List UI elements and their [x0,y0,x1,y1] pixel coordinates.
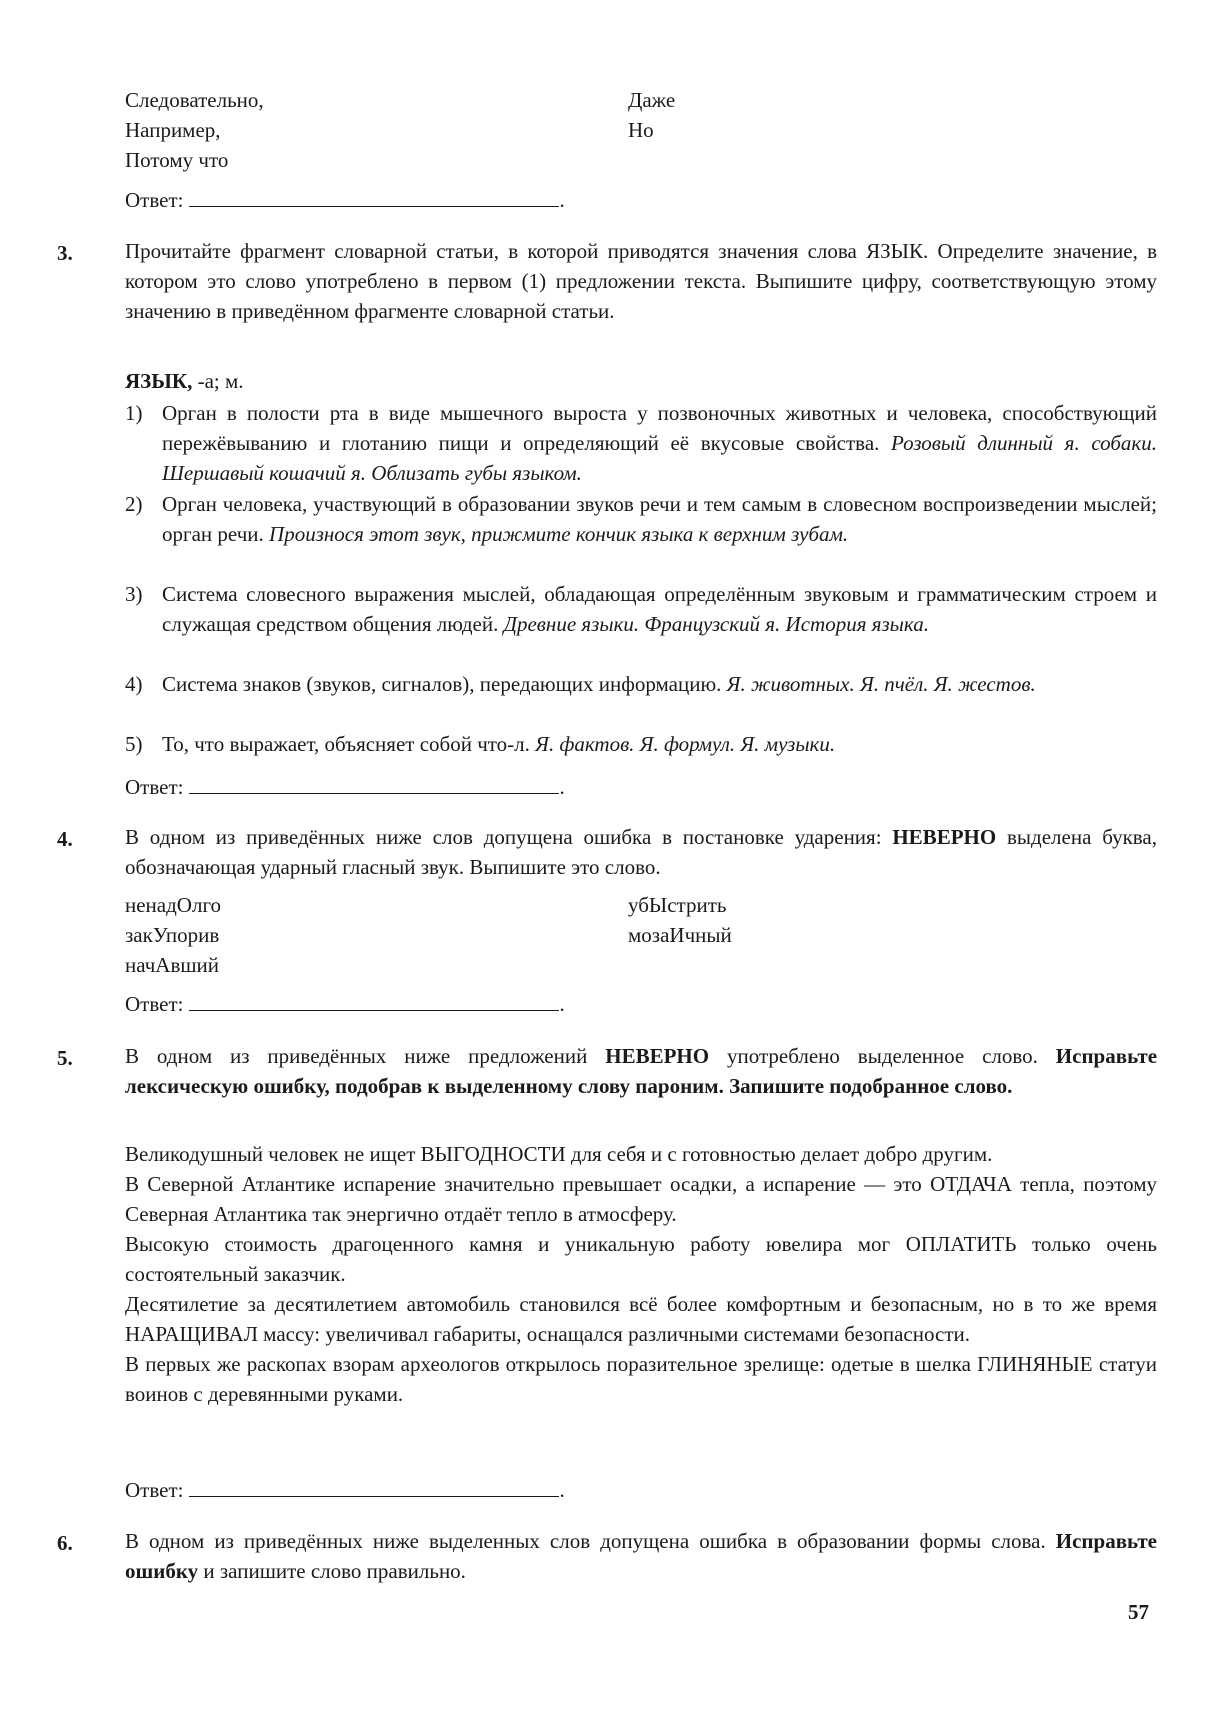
sentence: Высокую стоимость драгоценного камня и уникальную работу ювелира мог ОПЛАТИТЬ только очень состоятельный заказчик. [125,1232,1157,1286]
definition-number: 4) [125,672,143,696]
definition-item [125,579,1157,639]
sentence: В первых же раскопах взорам археологов открылось поразительное зрелище: одетые в шелка ГЛИНЯНЫЕ статуи воинов с деревянными руками. [125,1352,1157,1406]
list-item: Даже [628,88,676,112]
dictionary-headword-line [125,371,244,392]
definition-text: Система знаков (звуков, сигналов), передающих информацию. [162,672,727,696]
sentence: Великодушный человек не ищет ВЫГОДНОСТИ для себя и с готовностью делает добро другим. [125,1142,993,1166]
headword: ЯЗЫК, [125,369,193,393]
task-number: 3. [57,241,73,265]
definition-number: 5) [125,732,143,756]
definition-text: Орган в полости рта в виде мышечного выроста у позвоночных животных и человека, способствующий пережёвыванию и глотанию пищи и определяющий её вкусовые свойства. [162,401,1157,455]
task-text-bold: НЕВЕРНО [605,1044,710,1068]
definition-example: Я. фактов. Я. формул. Я. музыки. [535,732,836,756]
task-text: В одном из приведённых ниже предложений [125,1044,606,1068]
list-item: Например, [125,118,221,142]
answer-line: Ответ: . [125,188,565,212]
task-text: В одном из приведённых ниже выделенных слов допущена ошибка в образовании формы слова. [125,1529,1056,1553]
list-item: Потому что [125,148,229,172]
definition-item [125,398,1157,488]
task-number: 6. [57,1531,73,1555]
word-option: мозаИчный [628,923,732,947]
definition-text: Система словесного выражения мыслей, обладающая определённым звуковым и грамматическим строем и служащая средством общения людей. [162,582,1157,636]
definition-example: Я. животных. Я. пчёл. Я. жестов. [726,672,1036,696]
definition-example: Древние языки. Французский я. История языка. [503,612,929,636]
definition-number: 3) [125,582,143,606]
task-text: В одном из приведённых ниже слов допущена ошибка в постановке ударения: [125,825,893,849]
definition-number: 2) [125,492,143,516]
task-instruction [125,236,1157,326]
sentence: В Северной Атлантике испарение значительно превышает осадки, а испарение — это ОТДАЧА тепла, поэтому Северная Атлантика так энергично отдаёт тепло в атмосферу. [125,1172,1157,1226]
word-option: закУпорив [125,923,220,947]
definition-example: Произнося этот звук, прижмите кончик языка к верхним зубам. [269,522,849,546]
task-text-bold: НЕВЕРНО [892,825,997,849]
answer-label: Ответ: [125,1478,184,1502]
task-number: 5. [57,1046,73,1070]
answer-blank[interactable] [189,992,559,1011]
word-option: начАвший [125,953,220,977]
task-text-bold: Исправьте лексическую ошибку, подобрав к выделенному слову пароним. Запишите подобранное слово. [125,1044,1158,1098]
word-option: ненадОлго [125,893,222,917]
task-text-bold: Исправьте ошибку [125,1529,1157,1583]
task-instruction [125,822,1157,882]
task-instruction [125,1526,1157,1586]
answer-line: Ответ: . [125,1478,565,1502]
sentence: Десятилетие за десятилетием автомобиль становился всё более комфортным и безопасным, но в то же время НАРАЩИВАЛ массу: увеличивал габариты, оснащался различными системами безопасности. [125,1292,1157,1346]
list-item: Но [628,118,654,142]
answer-label: Ответ: [125,188,184,212]
definition-text: То, что выражает, объясняет собой что-л. [162,732,536,756]
page-number: 57 [1128,1600,1149,1624]
sentence-list [125,1139,1157,1409]
task-text: Прочитайте фрагмент словарной статьи, в которой приводятся значения слова ЯЗЫК. Определите значение, в котором это слово употреблено в первом (1) предложении текста. Выпишите цифру, соответствующую этому значению в приведённом фрагменте словарной статьи. [125,239,1157,323]
answer-blank[interactable] [189,188,559,207]
definition-item [125,729,1157,759]
headword-grammar: -а; м. [192,369,244,393]
task-number: 4. [57,827,73,851]
definition-item [125,489,1157,549]
list-item: Следовательно, [125,88,264,112]
answer-line: Ответ: . [125,992,565,1016]
answer-line: Ответ: . [125,775,565,799]
definition-number: 1) [125,401,143,425]
answer-blank[interactable] [189,775,559,794]
task-text: и запишите слово правильно. [198,1559,466,1583]
task-text: употреблено выделенное слово. [709,1044,1056,1068]
word-option: убЫстрить [628,893,727,917]
definition-example: Розовый длинный я. собаки. Шершавый кошачий я. Облизать губы языком. [162,431,1157,485]
task-text: выделена буква, обозначающая ударный гласный звук. Выпишите это слово. [125,825,1157,879]
definition-text: Орган человека, участвующий в образовании звуков речи и тем самым в словесном воспроизведении мыслей; орган речи. [162,492,1157,546]
answer-blank[interactable] [189,1478,559,1497]
answer-label: Ответ: [125,992,184,1016]
answer-label: Ответ: [125,775,184,799]
task-instruction [125,1041,1157,1101]
definition-item [125,669,1157,699]
